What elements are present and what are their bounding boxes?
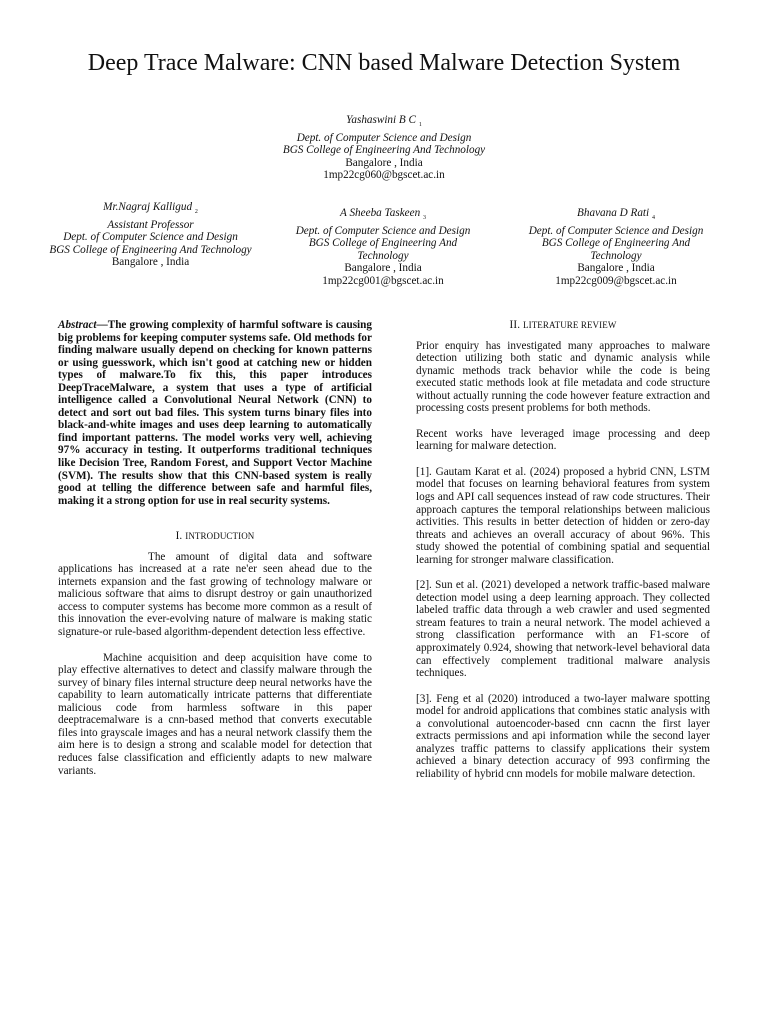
section-title: LITERATURE REVIEW [523,320,617,330]
intro-paragraph-2: Machine acquisition and deep acquisition have come to play effective alternatives to detect and classify malware through the survey of binary files internal structure deep neural networks have the capability to learn automatically intricate patterns that differentiate malicious code from harmless software in this paper deeptracemalware is a cnn-based method that converts executable files into grayscale images and has a neural network classify them the aim here is to design a strong and scalable model for detection that reduces false classification and efficiently adapts to new malware variants. [58,651,372,777]
abstract [58,319,372,507]
author-block-2 [48,201,253,269]
author-email: 1mp22cg001@bgscet.ac.in [322,274,444,287]
author-dept: Dept. of Computer Science and Design [528,224,704,237]
author-name: Yashaswini B C [346,114,417,126]
author-name: A Sheeba Taskeen [340,207,421,219]
author-block-4 [518,207,714,287]
paper-title: Deep Trace Malware: CNN based Malware Detection System [87,50,681,76]
section-number: I. [175,530,183,543]
author-index: 4 [651,215,655,222]
literature-paragraph-3: [1]. Gautam Karat et al. (2024) proposed a hybrid CNN, LSTM model that focuses on learning behavioral features from system logs and API call sequences instead of raw code structures. Their approach captures the temporal relationships between malicious activities. This results in better detection of hidden or zero-day threats and achieves an overall accuracy of about 96%. This study showed the potential of combining spatial and sequential learning for stronger malware classification. [416,465,710,566]
author-college: BGS College of Engineering And Technology [308,237,458,262]
author-index: 1 [418,122,422,129]
author-block-3 [285,207,481,287]
author-location: Bangalore , India [344,262,422,275]
author-name-line [285,207,481,225]
intro-paragraph-1: The amount of digital data and software applications has increased at a rate ne'er seen ahead due to the internets expansion and the fast growing of technology malware or malicious software that aims to disrupt destroy or gain unauthorized access to computer systems has become more common as a result of this innovation the ever-evolving nature of malware is making static signature-or rule-based algorithm-dependent detection less effective. [58,550,372,639]
author-name-line [234,114,534,132]
author-name: Mr.Nagraj Kalligud [103,201,193,213]
author-location: Bangalore , India [111,256,190,269]
author-role: Assistant Professor [107,218,194,231]
right-column [416,319,710,794]
abstract-text: —The growing complexity of harmful software is causing big problems for keeping computer systems safe. Old methods for finding malware usually depend on checking for known patterns or using guesswork, which isn't good at catching new or hidden types of malware.To fix this, this paper introduces DeepTraceMalware, a system that uses a type of artificial intelligence called a Convolutional Neural Network (CNN) to detect and sort out bad files. This system turns binary files into black-and-white images and uses deep learning to automatically find important patterns. The model works very well, achieving 97% accuracy in testing. It outperforms traditional techniques like Decision Tree, Random Forest, and Support Vector Machine (SVM). The results show that this CNN-based system is really good at telling the difference between safe and harmful files, making it a strong option for use in real security systems. [58,319,372,507]
section-heading-literature-review [416,319,710,332]
author-location: Bangalore , India [345,156,423,169]
section-title: INTRODUCTION [185,531,255,542]
section-number: II. [509,319,521,331]
author-name-line [48,201,253,219]
literature-paragraph-5: [3]. Feng et al (2020) introduced a two-layer malware spotting model for android applications that combines static analysis with a convolutional autoencoder-based cnn cacnn the first layer extracts permissions and api information while the second layer analyzes traffic patterns to classify applications their system achieved a binary detection accuracy of 993 confirming the reliability of hybrid cnn models for mobile malware detection. [416,692,710,780]
author-name: Bhavana D Rati [577,207,650,219]
abstract-label: Abstract [58,319,97,331]
author-index: 3 [422,215,426,222]
literature-paragraph-2: Recent works have leveraged image processing and deep learning for malware detection. [416,427,710,453]
author-college: BGS College of Engineering And Technology [49,243,252,256]
author-dept: Dept. of Computer Science and Design [295,224,471,237]
author-email: 1mp22cg009@bgscet.ac.in [555,274,677,287]
author-dept: Dept. of Computer Science and Design [296,131,472,144]
author-block-1 [234,114,534,182]
author-location: Bangalore , India [577,262,655,275]
author-index: 2 [194,209,198,216]
author-email: 1mp22cg060@bgscet.ac.in [323,169,445,182]
left-column [58,319,372,790]
author-name-line [518,207,714,225]
literature-paragraph-4: [2]. Sun et al. (2021) developed a network traffic-based malware detection model using a deep learning approach. They collected labeled traffic data through a web crawler and used segmented stream features to train a neural network. The model achieved a strong classification performance with an F1-score of approximately 0.924, showing that network-level behavioral data can effectively complement traditional malware analysis techniques. [416,579,710,680]
section-heading-introduction [58,530,372,543]
literature-paragraph-1: Prior enquiry has investigated many approaches to malware detection utilizing both static and dynamic analysis while dynamic methods track behavior while the code is being executed static methods look at file metadata and code structure without actually running the code however feature extraction and processing costs present problems for both methods. [416,339,710,415]
author-college: BGS College of Engineering And Technology [282,144,486,157]
author-dept: Dept. of Computer Science and Design [63,231,238,244]
author-college: BGS College of Engineering And Technology [541,237,691,262]
